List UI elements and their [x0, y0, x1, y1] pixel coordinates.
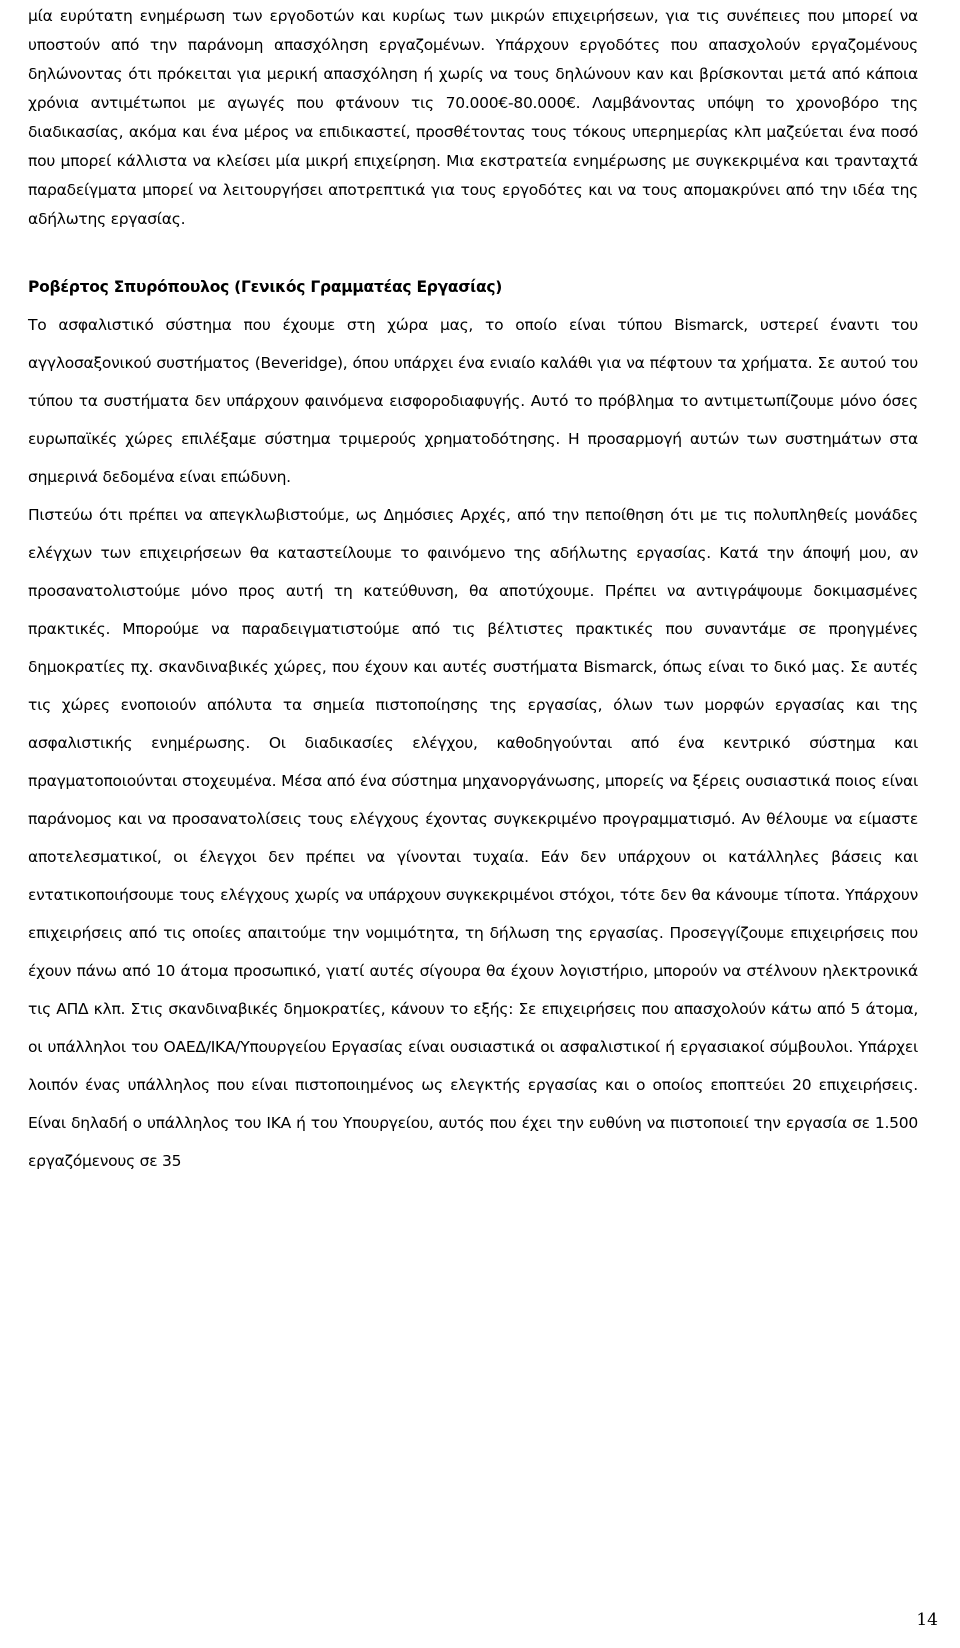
paragraph-insurance-system: Το ασφαλιστικό σύστημα που έχουμε στη χώρα μας, το οποίο είναι τύπου Bismarck, υστερεί έναντι του αγγλοσαξονικού συστήματος (Beveridge), όπου υπάρχει ένα ενιαίο καλάθι για να πέφτουν τα χρήματα. Σε αυτού του τύπου τα συστήματα δεν υπάρχουν φαινόμενα εισφοροδιαφυγής. Αυτό το πρόβλημα το αντιμετωπίζουμε μόνο όσες ευρωπαϊκές χώρες επιλέξαμε σύστημα τριμερούς χρηματοδότησης. Η προσαρμογή αυτών των συστημάτων στα σημερινά δεδομένα είναι επώδυνη.	[28, 316, 918, 486]
paragraph-public-authorities: Πιστεύω ότι πρέπει να απεγκλωβιστούμε, ως Δημόσιες Αρχές, από την πεποίθηση ότι με τις πολυπληθείς μονάδες ελέγχων των επιχειρήσεων θα καταστείλουμε το φαινόμενο της αδήλωτης εργασίας. Κατά την άποψή μου, αν προσανατολιστούμε μόνο προς αυτή τη κατεύθυνση, θα αποτύχουμε. Πρέπει να αντιγράψουμε δοκιμασμένες πρακτικές. Μπορούμε να παραδειγματιστούμε από τις βέλτιστες πρακτικές που συναντάμε σε προηγμένες δημοκρατίες πχ. σκανδιναβικές χώρες, που έχουν και αυτές συστήματα Bismarck, όπως είναι το δικό μας. Σε αυτές τις χώρες ενοποιούν απόλυτα τα σημεία πιστοποίησης της εργασίας, όλων των μορφών εργασίας και της ασφαλιστικής ενημέρωσης. Οι διαδικασίες ελέγχου, καθοδηγούνται από ένα κεντρικό σύστημα και πραγματοποιούνται στοχευμένα. Μέσα από ένα σύστημα μηχανοργάνωσης, μπορείς να ξέρεις ουσιαστικά ποιος είναι παράνομος και να προσανατολίσεις τους ελέγχους έχοντας συγκεκριμένο προγραμματισμό. Αν θέλουμε να είμαστε αποτελεσματικοί, οι έλεγχοι δεν πρέπει να γίνονται τυχαία. Εάν δεν υπάρχουν οι κατάλληλες βάσεις και εντατικοποιήσουμε τους ελέγχους χωρίς να υπάρχουν συγκεκριμένοι στόχοι, τότε δεν θα κάνουμε τίποτα. Υπάρχουν επιχειρήσεις από τις οποίες απαιτούμε την νομιμότητα, τη δήλωση της εργασίας. Προσεγγίζουμε επιχειρήσεις που έχουν πάνω από 10 άτομα προσωπικό, γιατί αυτές σίγουρα θα έχουν λογιστήριο, μπορούν να στέλνουν ηλεκτρονικά τις ΑΠΔ κλπ. Στις σκανδιναβικές δημοκρατίες, κάνουν το εξής: Σε επιχειρήσεις που απασχολούν κάτω από 5 άτομα, οι υπάλληλοι του ΟΑΕΔ/ΙΚΑ/Υπουργείου Εργασίας είναι ουσιαστικά οι ασφαλιστικοί ή εργασιακοί σύμβουλοι. Υπάρχει λοιπόν ένας υπάλληλος που είναι πιστοποιημένος ως ελεγκτής εργασίας και ο οποίος εποπτεύει 20 επιχειρήσεις. Είναι δηλαδή ο υπάλληλος του ΙΚΑ ή του Υπουργείου, αυτός που έχει την ευθύνη να πιστοποιεί την εργασία σε 1.500 εργαζόμενους σε 35	[28, 506, 918, 1170]
paragraph-employer-awareness: μία ευρύτατη ενημέρωση των εργοδοτών και κυρίως των μικρών επιχειρήσεων, για τις συνέπειες που μπορεί να υποστούν από την παράνομη απασχόληση εργαζομένων. Υπάρχουν εργοδότες που απασχολούν εργαζομένους δηλώνοντας ότι πρόκειται για μερική απασχόληση ή χωρίς να τους δηλώνουν καν και βρίσκονται μετά από κάποια χρόνια αντιμέτωποι με αγωγές που φτάνουν τις 70.000€-80.000€. Λαμβάνοντας υπόψη το χρονοβόρο της διαδικασίας, ακόμα και ένα μέρος να επιδικαστεί, προσθέτοντας τους τόκους υπερημερίας κλπ μαζεύεται ένα ποσό που μπορεί κάλλιστα να κλείσει μία μικρή επιχείρηση. Μια εκστρατεία ενημέρωσης με συγκεκριμένα και τρανταχτά παραδείγματα μπορεί να λειτουργήσει αποτρεπτικά για τους εργοδότες και να τους απομακρύνει από την ιδέα της αδήλωτης εργασίας.	[28, 7, 918, 228]
page-number: 14	[916, 1610, 938, 1630]
document-page	[28, 0, 918, 1180]
speaker-heading: Ροβέρτος Σπυρόπουλος (Γενικός Γραμματέας Εργασίας)	[28, 278, 503, 296]
